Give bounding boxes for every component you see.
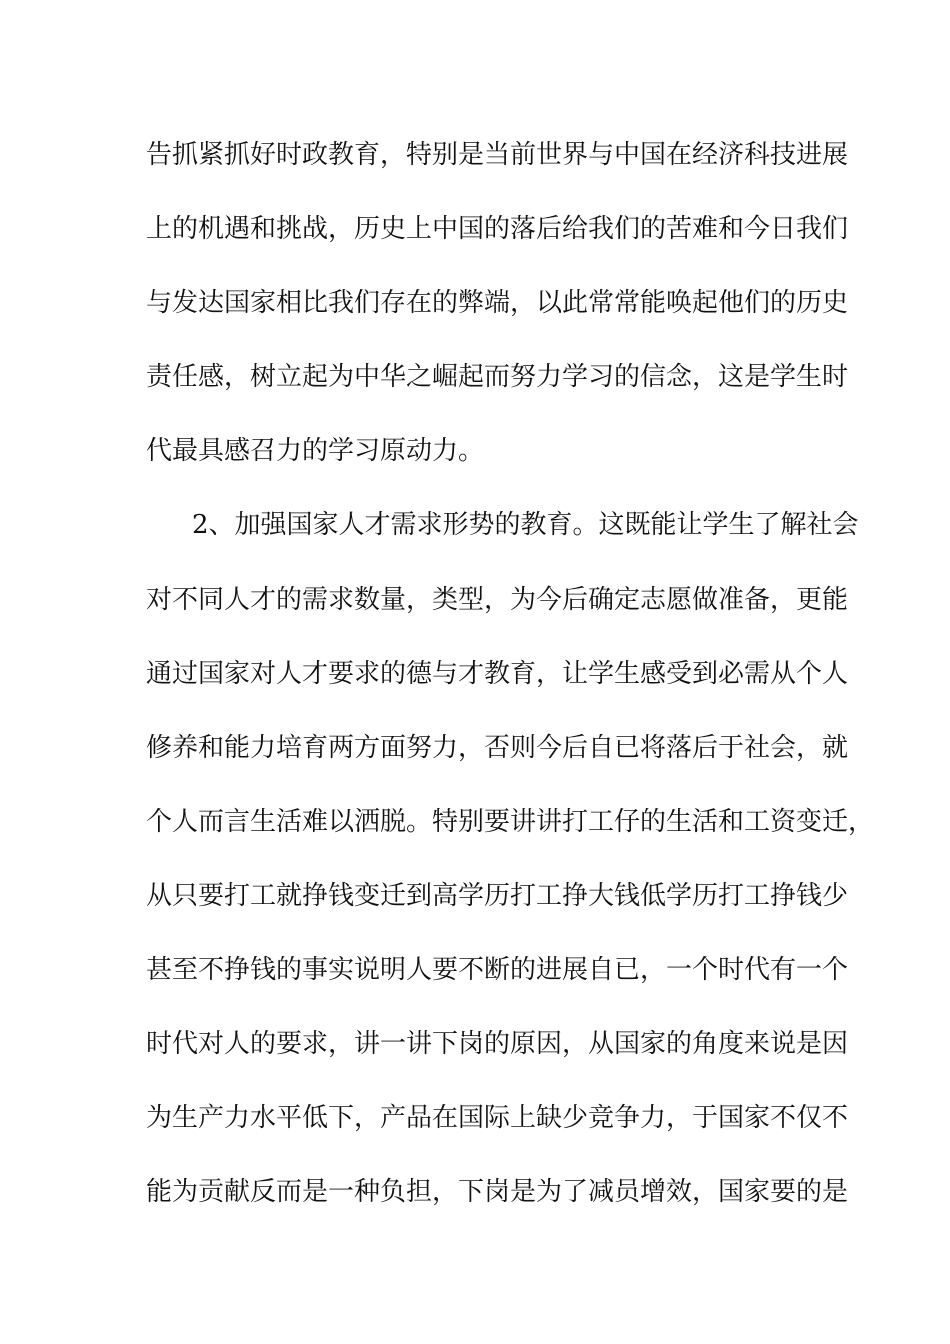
text-line-3: 与发达国家相比我们存在的弊端，以此常常能唤起他们的历史: [146, 288, 849, 318]
text-line-9: 修养和能力培育两方面努力，否则今后自已将落后于社会，就: [146, 733, 849, 763]
text-line-8: 通过国家对人才要求的德与才教育，让学生感受到必需从个人: [146, 659, 849, 689]
text-line-11: 从只要打工就挣钱变迁到高学历打工挣大钱低学历打工挣钱少: [146, 881, 849, 911]
text-line-4: 责任感，树立起为中华之崛起而努力学习的信念，这是学生时: [146, 362, 849, 392]
text-line-2: 上的机遇和挑战，历史上中国的落后给我们的苦难和今日我们: [146, 214, 849, 244]
text-line-10: 个人而言生活难以洒脱。特别要讲讲打工仔的生活和工资变迁，: [146, 807, 875, 837]
text-line-14: 为生产力水平低下，产品在国际上缺少竞争力，于国家不仅不: [146, 1103, 849, 1133]
text-line-1: 告抓紧抓好时政教育，特别是当前世界与中国在经济科技进展: [146, 140, 849, 170]
text-line-12: 甚至不挣钱的事实说明人要不断的进展自已，一个时代有一个: [146, 955, 849, 985]
text-line-5: 代最具感召力的学习原动力。: [146, 436, 485, 466]
text-line-6: 2、加强国家人才需求形势的教育。这既能让学生了解社会: [192, 510, 859, 540]
text-line-13: 时代对人的要求，讲一讲下岗的原因，从国家的角度来说是因: [146, 1029, 849, 1059]
text-line-15: 能为贡献反而是一种负担，下岗是为了减员增效，国家要的是: [146, 1177, 849, 1207]
text-line-7: 对不同人才的需求数量，类型，为今后确定志愿做准备，更能: [146, 585, 849, 615]
